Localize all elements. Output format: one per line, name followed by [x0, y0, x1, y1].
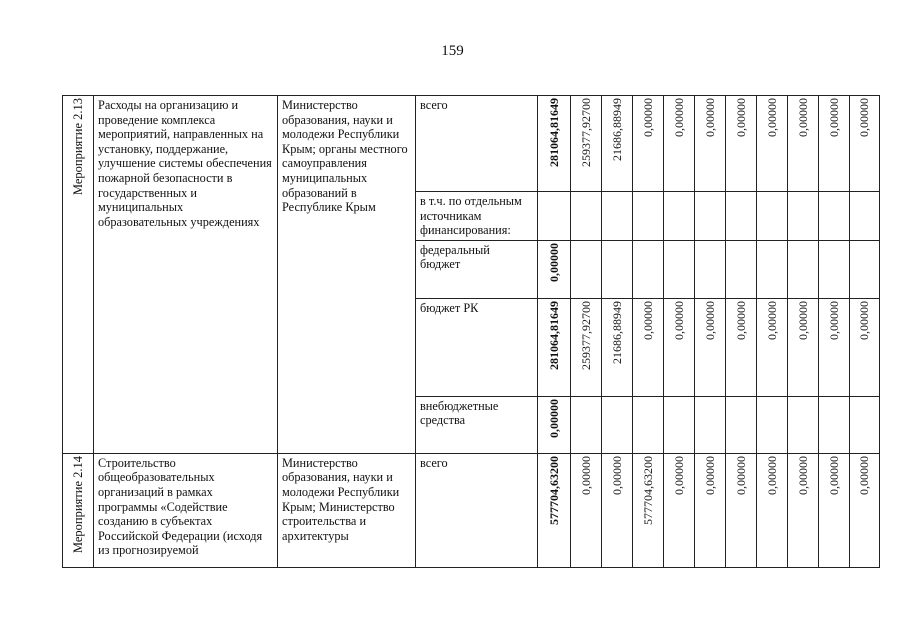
total-cell [538, 396, 571, 453]
year-value: 577704,63200 [640, 455, 655, 525]
year-value-cell [664, 240, 695, 298]
year-value-cell [850, 453, 880, 567]
year-value-cell [664, 396, 695, 453]
year-value-cell [633, 240, 664, 298]
table-row [63, 96, 880, 192]
year-value-cell [695, 192, 726, 241]
year-value-cell [788, 96, 819, 192]
year-value: 0,00000 [857, 455, 872, 495]
funding-source-cell [416, 396, 538, 453]
year-value-cell [695, 396, 726, 453]
year-value: 0,00000 [733, 98, 748, 137]
year-value: 0,00000 [826, 300, 841, 340]
year-value-cell [819, 453, 850, 567]
year-value-cell [850, 298, 880, 396]
year-value: 0,00000 [733, 455, 748, 495]
year-value-cell [850, 240, 880, 298]
year-value-cell [726, 192, 757, 241]
year-value: 0,00000 [702, 98, 717, 137]
funding-source: бюджет РК [420, 300, 479, 315]
year-value-cell [602, 396, 633, 453]
year-value: 0,00000 [764, 98, 779, 137]
year-value-cell [788, 192, 819, 241]
year-value: 0,00000 [764, 300, 779, 340]
measure-id: Мероприятие 2.14 [70, 455, 85, 553]
total-cell [538, 298, 571, 396]
year-value-cell [633, 298, 664, 396]
funding-source: федеральный бюджет [420, 242, 490, 272]
year-value: 0,00000 [795, 455, 810, 495]
year-value: 0,00000 [795, 300, 810, 340]
year-value: 0,00000 [826, 455, 841, 495]
funding-source: всего [420, 455, 448, 470]
year-value-cell [819, 192, 850, 241]
year-value: 0,00000 [857, 98, 872, 137]
executor-cell [278, 96, 416, 454]
year-value-cell [850, 96, 880, 192]
year-value: 0,00000 [578, 455, 593, 495]
total-value: 0,00000 [546, 398, 561, 438]
executor: Министерство образования, науки и молодежи Республики Крым; органы местного самоуправления муниципальных образований в Республике Крым [282, 98, 408, 215]
funding-source-cell [416, 192, 538, 241]
year-value-cell [757, 240, 788, 298]
year-value-cell [788, 396, 819, 453]
year-value-cell [850, 192, 880, 241]
year-value-cell [726, 298, 757, 396]
year-value-cell [633, 396, 664, 453]
year-value-cell [602, 240, 633, 298]
executor-cell [278, 453, 416, 567]
year-value-cell [602, 453, 633, 567]
year-value: 0,00000 [733, 300, 748, 340]
year-value: 259377,92700 [578, 98, 593, 167]
measure-name: Расходы на организацию и проведение комплекса мероприятий, направленных на установку, поддержание, улучшение системы обеспечения пожарной безопасности в государственных и муниципальных образовательных учреждениях [98, 98, 272, 229]
year-value-cell [571, 396, 602, 453]
year-value-cell [819, 96, 850, 192]
year-value: 21686,88949 [609, 300, 624, 364]
funding-source-cell [416, 240, 538, 298]
funding-source: в т.ч. по отдельным источникам финансирования: [420, 194, 522, 238]
measure-name-cell [94, 96, 278, 454]
year-value-cell [633, 192, 664, 241]
year-value-cell [633, 96, 664, 192]
year-value-cell [726, 240, 757, 298]
funding-source-cell [416, 453, 538, 567]
funding-source-cell [416, 96, 538, 192]
year-value-cell [571, 240, 602, 298]
year-value-cell [726, 453, 757, 567]
year-value-cell [819, 240, 850, 298]
year-value-cell [788, 298, 819, 396]
total-value: 281064,81649 [546, 98, 561, 167]
year-value-cell [726, 96, 757, 192]
year-value: 259377,92700 [578, 300, 593, 370]
year-value-cell [757, 396, 788, 453]
year-value-cell [757, 192, 788, 241]
measure-name-cell [94, 453, 278, 567]
measure-name: Строительство общеобразовательных организаций в рамках программы «Содействие созданию в субъектах Российской Федерации (исходя из прогнозируемой [98, 455, 263, 558]
year-value: 0,00000 [857, 300, 872, 340]
year-value-cell [571, 192, 602, 241]
funding-source-cell [416, 298, 538, 396]
year-value-cell [664, 96, 695, 192]
year-value-cell [571, 453, 602, 567]
funding-source: внебюджетные средства [420, 398, 499, 428]
year-value-cell [726, 396, 757, 453]
total-value: 281064,81649 [546, 300, 561, 370]
year-value: 0,00000 [609, 455, 624, 495]
year-value-cell [664, 192, 695, 241]
year-value-cell [788, 240, 819, 298]
year-value-cell [695, 298, 726, 396]
year-value-cell [571, 96, 602, 192]
year-value-cell [633, 453, 664, 567]
year-value: 21686,88949 [609, 98, 624, 161]
year-value: 0,00000 [671, 300, 686, 340]
year-value-cell [602, 96, 633, 192]
year-value-cell [819, 298, 850, 396]
total-cell [538, 192, 571, 241]
year-value: 0,00000 [795, 98, 810, 137]
year-value-cell [602, 192, 633, 241]
page-number: 159 [441, 43, 464, 59]
year-value-cell [788, 453, 819, 567]
year-value-cell [571, 298, 602, 396]
total-value: 0,00000 [546, 242, 561, 282]
year-value-cell [664, 453, 695, 567]
year-value: 0,00000 [764, 455, 779, 495]
total-cell [538, 453, 571, 567]
budget-table [62, 95, 880, 568]
measure-id-cell [63, 96, 94, 454]
total-cell [538, 96, 571, 192]
year-value-cell [757, 298, 788, 396]
year-value-cell [602, 298, 633, 396]
year-value-cell [850, 396, 880, 453]
year-value: 0,00000 [671, 455, 686, 495]
total-value: 577704,63200 [546, 455, 561, 525]
year-value: 0,00000 [640, 300, 655, 340]
table-row [63, 453, 880, 567]
measure-id-cell [63, 453, 94, 567]
year-value-cell [757, 453, 788, 567]
year-value: 0,00000 [671, 98, 686, 137]
measure-id: Мероприятие 2.13 [70, 98, 85, 196]
year-value-cell [695, 240, 726, 298]
year-value-cell [757, 96, 788, 192]
year-value: 0,00000 [826, 98, 841, 137]
year-value-cell [695, 453, 726, 567]
total-cell [538, 240, 571, 298]
year-value-cell [664, 298, 695, 396]
funding-source: всего [420, 98, 448, 112]
year-value-cell [819, 396, 850, 453]
year-value-cell [695, 96, 726, 192]
executor: Министерство образования, науки и молодежи Республики Крым; Министерство строительства и архитектуры [282, 455, 400, 543]
year-value: 0,00000 [640, 98, 655, 137]
year-value: 0,00000 [702, 300, 717, 340]
year-value: 0,00000 [702, 455, 717, 495]
